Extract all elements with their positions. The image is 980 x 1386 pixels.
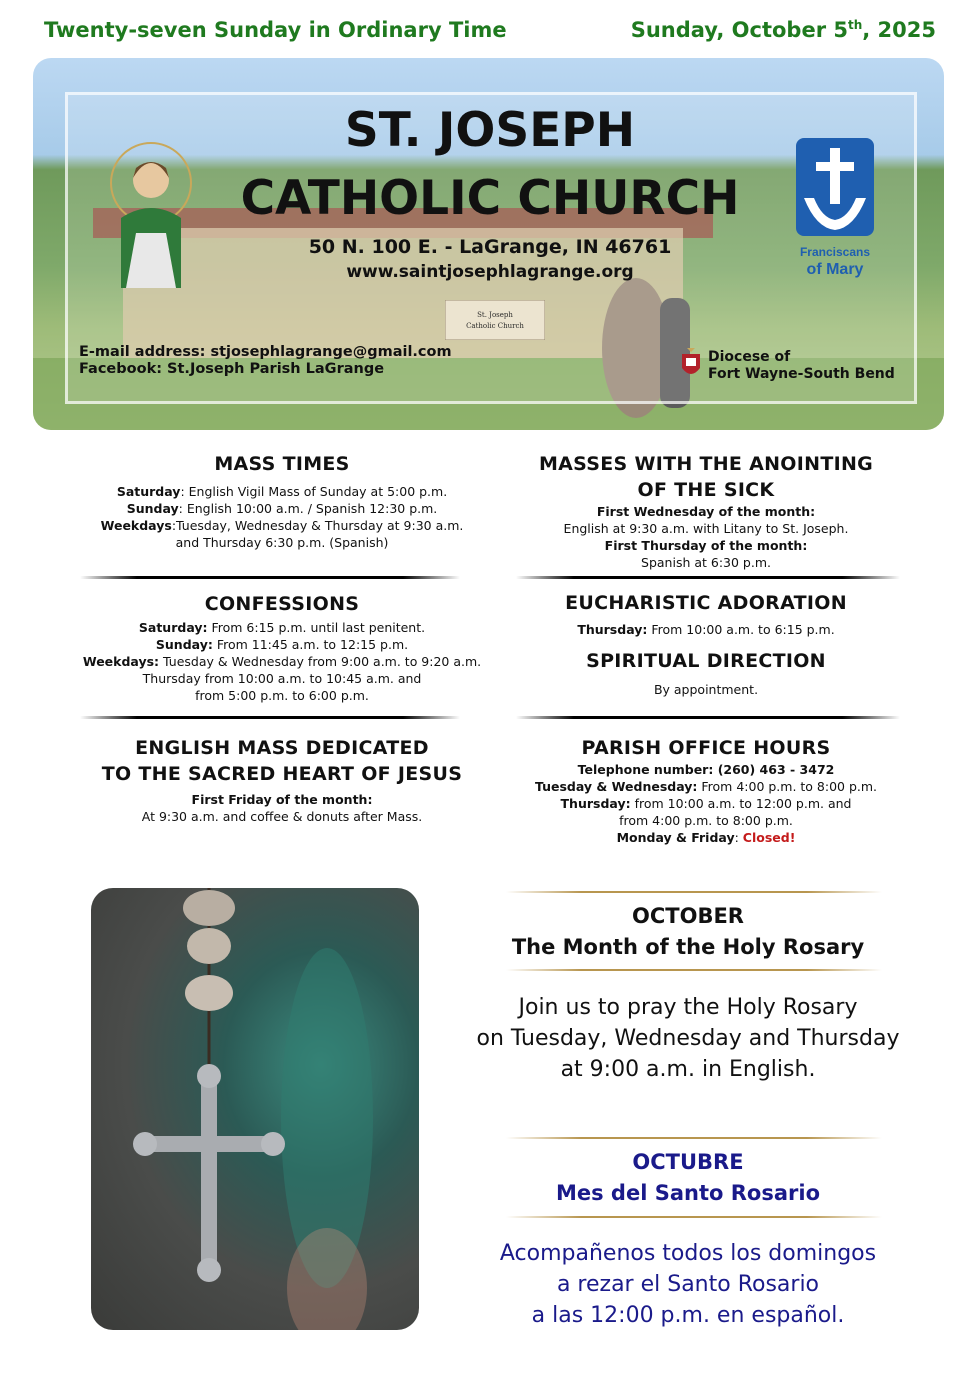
- logo-text-2: of Mary: [806, 261, 864, 278]
- bulletin-date: Sunday, October 5th, 2025: [630, 18, 936, 42]
- anointing-section: MASSES WITH THE ANOINTING OF THE SICK First Wednesday of the month: English at 9:30 a.m. with Litany to St. Joseph. First Thursday of the month: Spanish at 6:30 p.m.: [508, 451, 904, 571]
- church-name-line2: CATHOLIC CHURCH: [240, 171, 740, 226]
- divider: [516, 716, 900, 719]
- sign-line1: St. Joseph: [477, 311, 513, 319]
- gold-divider: [506, 891, 882, 893]
- rosary-es-heading-1: OCTUBRE: [632, 1150, 744, 1174]
- facebook-page[interactable]: Facebook: St.Joseph Parish LaGrange: [79, 361, 385, 377]
- logo-text-1: Franciscans: [799, 245, 871, 259]
- diocese-name: Diocese of Fort Wayne-South Bend: [708, 349, 895, 382]
- anointing-title-1: MASSES WITH THE ANOINTING: [538, 453, 874, 475]
- gold-divider: [506, 969, 882, 971]
- closed-label: Closed!: [742, 830, 796, 845]
- gold-divider: [506, 1137, 882, 1139]
- divider: [516, 576, 900, 579]
- rosary-en-heading-1: OCTOBER: [632, 904, 744, 928]
- rosary-en-text: Join us to pray the Holy Rosary on Tuesday, Wednesday and Thursday at 9:00 a.m. in English.: [476, 995, 900, 1082]
- spiritual-direction-title: SPIRITUAL DIRECTION: [586, 650, 826, 672]
- confessions-section: CONFESSIONS Saturday: From 6:15 p.m. until last penitent. Sunday: From 11:45 a.m. to 12:15 p.m. Weekdays: Tuesday & Wednesday from 9:00 a.m. to 9:20 a.m. Thursday from 10:00 a.m. to 10:45 a.m. and from 5:00 p.m. to 6:00 p.m.: [76, 591, 488, 704]
- gold-divider: [506, 1216, 882, 1218]
- office-hours-section: PARISH OFFICE HOURS Telephone number: (260) 463 - 3472 Tuesday & Wednesday: From 4:00 p.m. to 8:00 p.m. Thursday: from 10:00 a.m. to 12:00 p.m. and from 4:00 p.m. to 8:00 p.m. Monday & Friday: Closed!: [508, 735, 904, 846]
- confessions-title: CONFESSIONS: [204, 593, 360, 615]
- sacred-heart-title-2: TO THE SACRED HEART OF JESUS: [101, 763, 463, 785]
- sacred-heart-title-1: ENGLISH MASS DEDICATED: [135, 737, 429, 759]
- mass-times-title: MASS TIMES: [214, 453, 350, 475]
- rosary-es-heading-2: Mes del Santo Rosario: [555, 1181, 820, 1205]
- spiritual-direction-section: SPIRITUAL DIRECTION By appointment.: [508, 648, 904, 698]
- mass-times-section: MASS TIMES Saturday: English Vigil Mass of Sunday at 5:00 p.m. Sunday: English 10:00 a.m. / Spanish 12:30 p.m. Weekdays:Tuesday, Wednesday & Thursday at 9:30 a.m. and Thursday 6:30 p.m. (Spanish): [76, 451, 488, 551]
- email-address[interactable]: E-mail address: stjosephlagrange@gmail.com: [79, 344, 452, 360]
- rosary-en-heading-2: The Month of the Holy Rosary: [511, 935, 865, 959]
- rosary-crucifix-icon: [91, 888, 419, 1330]
- church-address: 50 N. 100 E. - LaGrange, IN 46761: [308, 236, 672, 258]
- rosary-es-text: Acompañenos todos los domingos a rezar el Santo Rosario a las 12:00 p.m. en español.: [499, 1241, 877, 1328]
- church-website[interactable]: www.saintjosephlagrange.org: [346, 262, 634, 282]
- office-phone: Telephone number: (260) 463 - 3472: [577, 762, 835, 777]
- church-name-line1: ST. JOSEPH: [344, 103, 636, 158]
- anointing-title-2: OF THE SICK: [637, 479, 775, 501]
- liturgical-day: Twenty-seven Sunday in Ordinary Time: [44, 18, 507, 42]
- divider: [80, 716, 460, 719]
- franciscans-of-mary-logo: [796, 138, 874, 281]
- sacred-heart-section: ENGLISH MASS DEDICATED TO THE SACRED HEART OF JESUS First Friday of the month: At 9:30 a.m. and coffee & donuts after Mass.: [76, 735, 488, 825]
- adoration-section: EUCHARISTIC ADORATION Thursday: From 10:00 a.m. to 6:15 p.m.: [508, 590, 904, 638]
- rosary-photo: [91, 888, 419, 1330]
- office-hours-title: PARISH OFFICE HOURS: [581, 737, 831, 759]
- adoration-title: EUCHARISTIC ADORATION: [565, 592, 847, 614]
- sign-line2: Catholic Church: [466, 322, 524, 330]
- diocese-coat-of-arms-icon: [680, 346, 702, 382]
- divider: [80, 576, 460, 579]
